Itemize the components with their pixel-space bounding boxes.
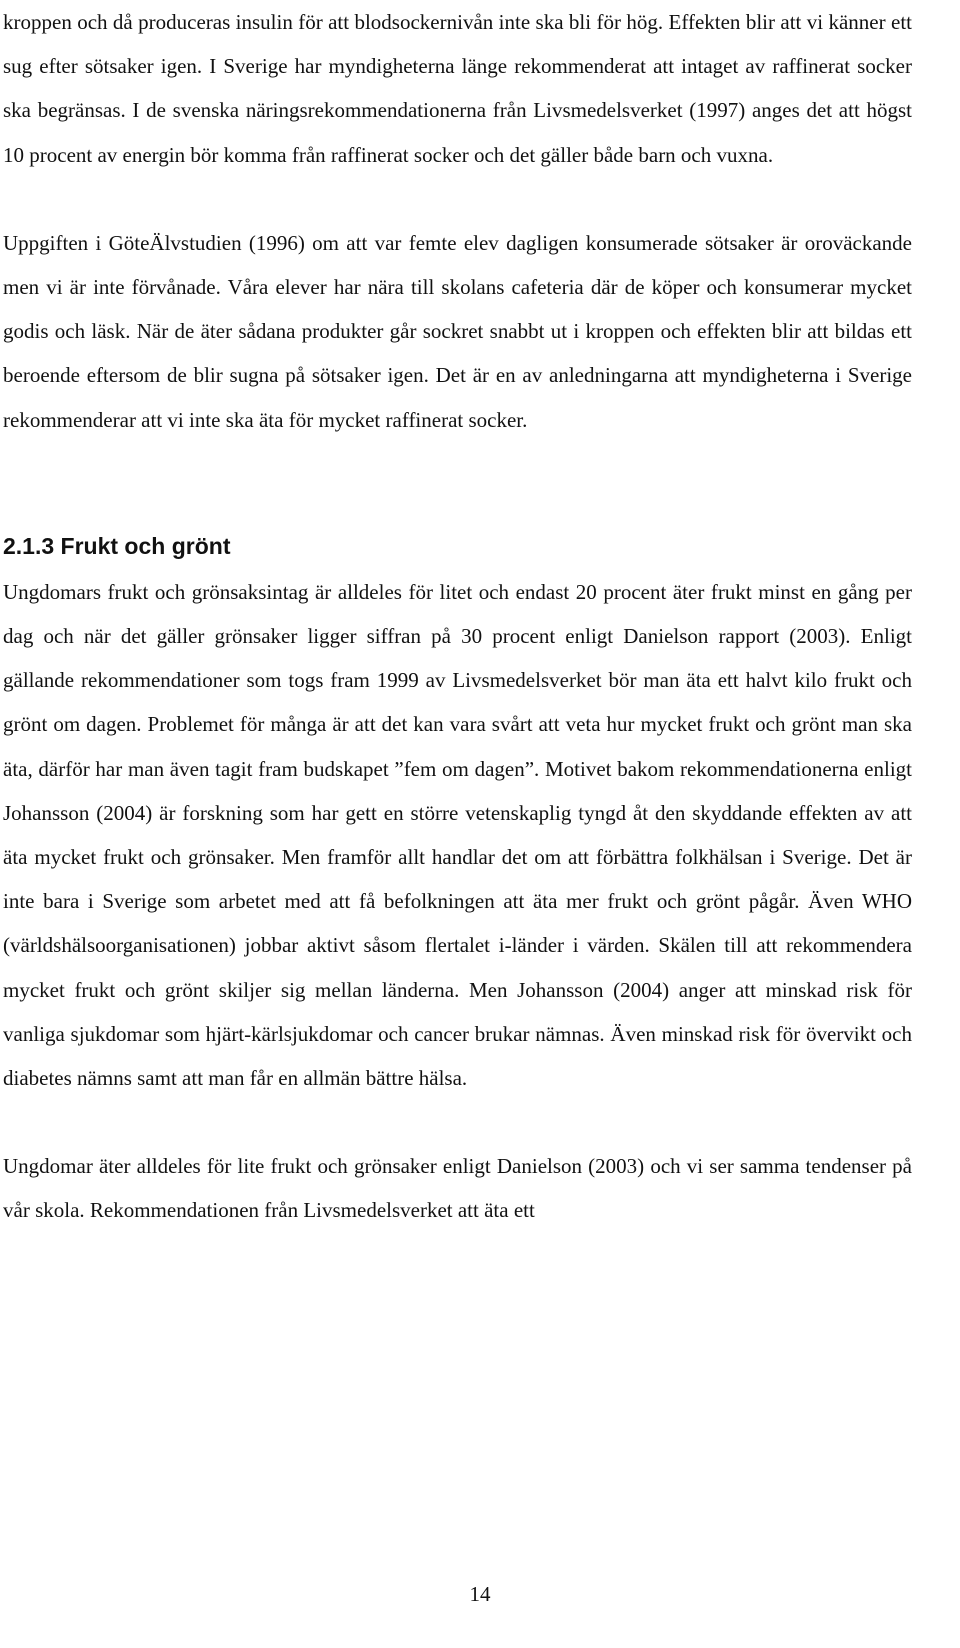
paragraph-sugar-recommendations: kroppen och då produceras insulin för att blodsockernivån inte ska bli för hög. Effekten blir att vi känner ett sug efter sötsaker igen. I Sverige har myndigheterna länge rekommenderat att intaget av raffinerat socker ska begränsas. I de svenska näringsrekommendationerna från Livsmedelsverket (1997) anges det att högst 10 procent av energin bör komma från raffinerat socker och det gäller både barn och vuxna. [3, 10, 912, 167]
document-body [3, 0, 912, 1233]
paragraph-gotealv-study: Uppgiften i GöteÄlvstudien (1996) om att var femte elev dagligen konsumerade sötsaker är oroväckande men vi är inte förvånade. Våra elever har nära till skolans cafeteria där de köper och konsumerar mycket godis och läsk. När de äter sådana produkter går sockret snabbt ut i kroppen och effekten blir att bildas ett beroende eftersom de blir sugna på sötsaker igen. Det är en av anledningarna att myndigheterna i Sverige rekommenderar att vi inte ska äta för mycket raffinerat socker. [3, 230, 912, 432]
paragraph-school-tendencies: Ungdomar äter alldeles för lite frukt och grönsaker enligt Danielson (2003) och vi ser samma tendenser på vår skola. Rekommendationen från Livsmedelsverket att äta ett [3, 1154, 912, 1223]
page-number: 14 [469, 1582, 491, 1606]
section-heading: 2.1.3 Frukt och grönt [3, 532, 231, 559]
paragraph-fruit-vegetables: Ungdomars frukt och grönsaksintag är alldeles för litet och endast 20 procent äter frukt minst en gång per dag och när det gäller grönsaker ligger siffran på 30 procent enligt Danielson rapport (2003). Enligt gällande rekommendationer som togs fram 1999 av Livsmedelsverket bör man äta ett halvt kilo frukt och grönt om dagen. Problemet för många är att det kan vara svårt att veta hur mycket frukt och grönt man ska äta, därför har man även tagit fram budskapet ”fem om dagen”. Motivet bakom rekommendationerna enligt Johansson (2004) är forskning som har gett en större vetenskaplig tyngd åt den skyddande effekten av att äta mycket frukt och grönsaker. Men framför allt handlar det om att förbättra folkhälsan i Sverige. Det är inte bara i Sverige som arbetet med att få befolkningen att äta mer frukt och grönt pågår. Även WHO (världshälsoorganisationen) jobbar aktivt såsom flertalet i-länder i värden. Skälen till att rekommendera mycket frukt och grönt skiljer sig mellan länderna. Men Johansson (2004) anger att minskad risk för vanliga sjukdomar som hjärt-kärlsjukdomar och cancer brukar nämnas. Även minskad risk för övervikt och diabetes nämns samt att man får en allmän bättre hälsa. [3, 579, 912, 1091]
